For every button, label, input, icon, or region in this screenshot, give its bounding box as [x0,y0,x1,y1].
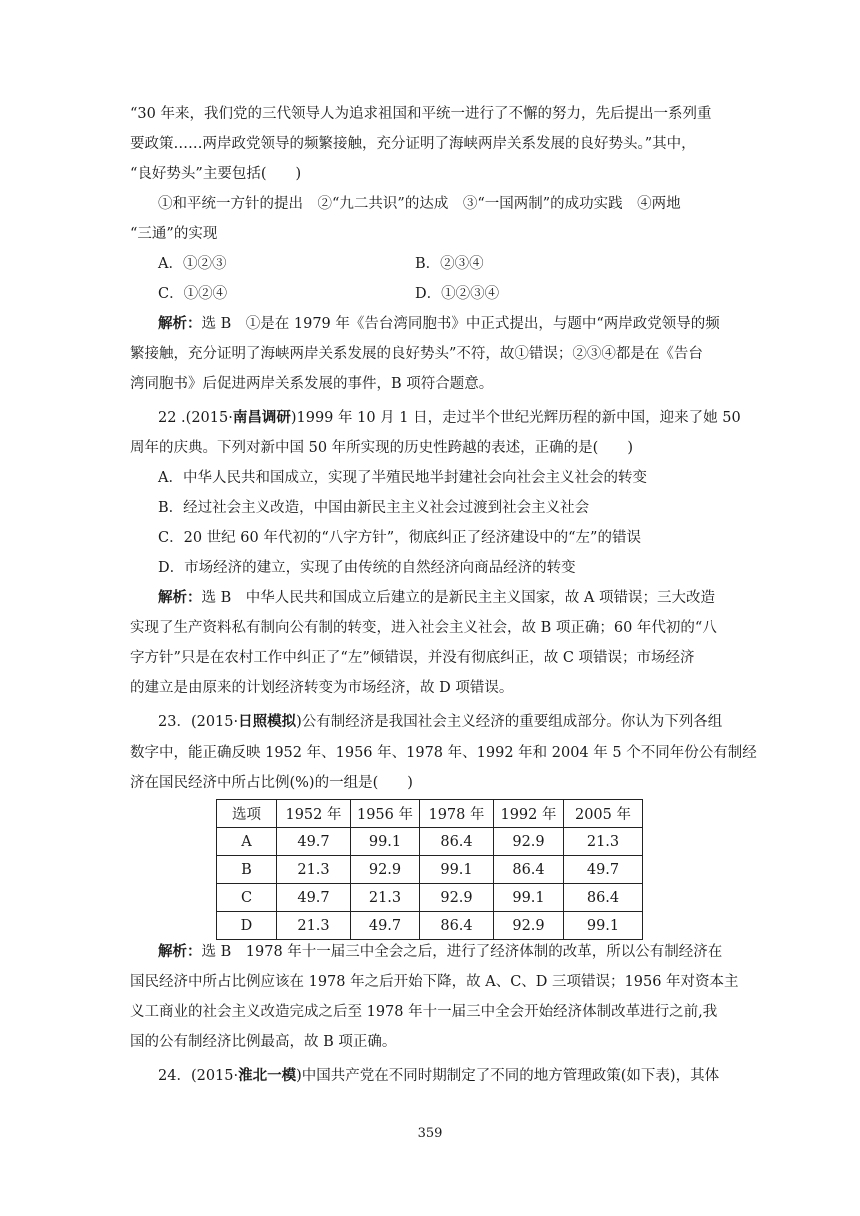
table-header-cell: 1992 年 [494,800,564,828]
q23-stem-line1 [158,712,763,732]
q21-analysis-line3: 湾同胞书》后促进两岸关系发展的事件，B 项符合题意。 [130,376,494,392]
q22-option-d: D．市场经济的建立，实现了由传统的自然经济向商品经济的转变 [158,560,576,576]
q21-analysis-text1: 选 B ①是在 1979 年《告台湾同胞书》中正式提出，与题中“两岸政党领导的频 [201,316,720,332]
table-row [217,856,643,884]
q23-stem-text: )公有制经济是我国社会主义经济的重要组成部分。你认为下列各组 [296,714,723,730]
q22-source: 南昌调研 [232,409,291,426]
q21-option-d: D．①②③④ [415,286,500,302]
table-cell: C [217,884,277,912]
q23-source: 日照模拟 [238,713,297,730]
q24-source: 淮北一模 [238,1067,297,1084]
table-cell: 86.4 [420,828,494,856]
q22-analysis-text1: 选 B 中华人民共和国成立后建立的是新民主主义国家，故 A 项错误；三大改造 [201,590,715,606]
table-cell: 99.1 [351,828,420,856]
q21-option-c: C．①②④ [158,286,228,302]
q23-analysis-line1 [158,942,763,962]
table-header-cell: 选项 [217,800,277,828]
table-header-cell: 1956 年 [351,800,420,828]
table-cell: 21.3 [564,828,643,856]
table-cell: 86.4 [564,884,643,912]
q22-option-c: C．20 世纪 60 年代初的“八字方针”，彻底纠正了经济建设中的“左”的错误 [158,530,641,546]
q22-number: 22 .(2015· [158,410,233,426]
q22-analysis-line2: 实现了生产资料私有制向公有制的转变，进入社会主义社会，故 B 项正确；60 年代初的“八 [130,620,717,636]
table-cell: 49.7 [351,912,420,940]
q24-stem-line1 [158,1066,763,1086]
q23-analysis-line3: 义工商业的社会主义改造完成之后至 1978 年十一届三中全会开始经济体制改革进行之前,我 [130,1004,718,1020]
table-header-row [217,800,643,828]
table-row [217,828,643,856]
table-cell: 21.3 [277,856,351,884]
q24-stem-text: )中国共产党在不同时期制定了不同的地方管理政策(如下表)，其体 [296,1068,720,1084]
page-number: 359 [417,1126,443,1141]
q22-stem-line1 [158,408,763,428]
table-cell: 21.3 [351,884,420,912]
table-cell: B [217,856,277,884]
table-row [217,912,643,940]
q23-stem-line3: 济在国民经济中所占比例(%)的一组是( ) [130,775,413,791]
table-header-cell: 1978 年 [420,800,494,828]
q21-analysis-line1 [158,314,763,334]
q22-stem-line2: 周年的庆典。下列对新中国 50 年所实现的历史性跨越的表述，正确的是( ) [130,440,633,456]
q22-option-a: A．中华人民共和国成立，实现了半殖民地半封建社会向社会主义社会的转变 [158,470,647,486]
q22-option-b: B．经过社会主义改造，中国由新民主主义社会过渡到社会主义社会 [158,500,590,516]
q22-analysis-line1 [158,588,763,608]
table-header-cell: 1952 年 [277,800,351,828]
q21-option-b: B．②③④ [415,256,484,272]
table-header-cell: 2005 年 [564,800,643,828]
table-cell: 92.9 [420,884,494,912]
q21-stem-line2: 要政策……两岸政党领导的频繁接触，充分证明了海峡两岸关系发展的良好势头。”其中， [130,136,696,152]
q23-analysis-line4: 国的公有制经济比例最高，故 B 项正确。 [130,1034,397,1050]
q24-number: 24．(2015· [158,1068,239,1084]
table-cell: 92.9 [494,912,564,940]
table-cell: 49.7 [277,828,351,856]
analysis-label: 解析： [158,589,202,606]
q21-stem-line1: “30 年来，我们党的三代领导人为追求祖国和平统一进行了不懈的努力，先后提出一系列重 [130,106,712,122]
q22-stem-text: )1999 年 10 月 1 日，走过半个世纪光辉历程的新中国，迎来了她 50 [290,410,741,426]
q21-analysis-line2: 繁接触，充分证明了海峡两岸关系发展的良好势头”不符，故①错误；②③④都是在《告台 [130,346,703,362]
table-cell: 99.1 [564,912,643,940]
q23-analysis-text1: 选 B 1978 年十一届三中全会之后，进行了经济体制的改革，所以公有制经济在 [201,944,723,960]
q22-analysis-line4: 的建立是由原来的计划经济转变为市场经济，故 D 项错误。 [130,680,514,696]
q23-stem-line2: 数字中，能正确反映 1952 年、1956 年、1978 年、1992 年和 2004 年 5 个不同年份公有制经 [130,745,757,761]
table-cell: 86.4 [420,912,494,940]
q22-analysis-line3: 字方针”只是在农村工作中纠正了“左”倾错误，并没有彻底纠正，故 C 项错误；市场经济 [130,650,695,666]
q21-option-a: A．①②③ [158,256,227,272]
table-cell: D [217,912,277,940]
table-cell: A [217,828,277,856]
q23-data-table [216,799,643,940]
table-cell: 49.7 [564,856,643,884]
q21-items-line2: “三通”的实现 [130,226,218,242]
table-cell: 21.3 [277,912,351,940]
table-cell: 92.9 [494,828,564,856]
analysis-label: 解析： [158,315,202,332]
q23-number: 23．(2015· [158,714,239,730]
table-row [217,884,643,912]
analysis-label: 解析： [158,943,202,960]
table-cell: 99.1 [494,884,564,912]
table-cell: 86.4 [494,856,564,884]
table-cell: 49.7 [277,884,351,912]
table-cell: 92.9 [351,856,420,884]
table-cell: 99.1 [420,856,494,884]
q21-stem-line3: “良好势头”主要包括( ) [130,166,302,182]
q23-analysis-line2: 国民经济中所占比例应该在 1978 年之后开始下降，故 A、C、D 三项错误；1956 年对资本主 [130,974,739,990]
q21-items-line1: ①和平统一方针的提出 ②“九二共识”的达成 ③“一国两制”的成功实践 ④两地 [158,196,681,212]
